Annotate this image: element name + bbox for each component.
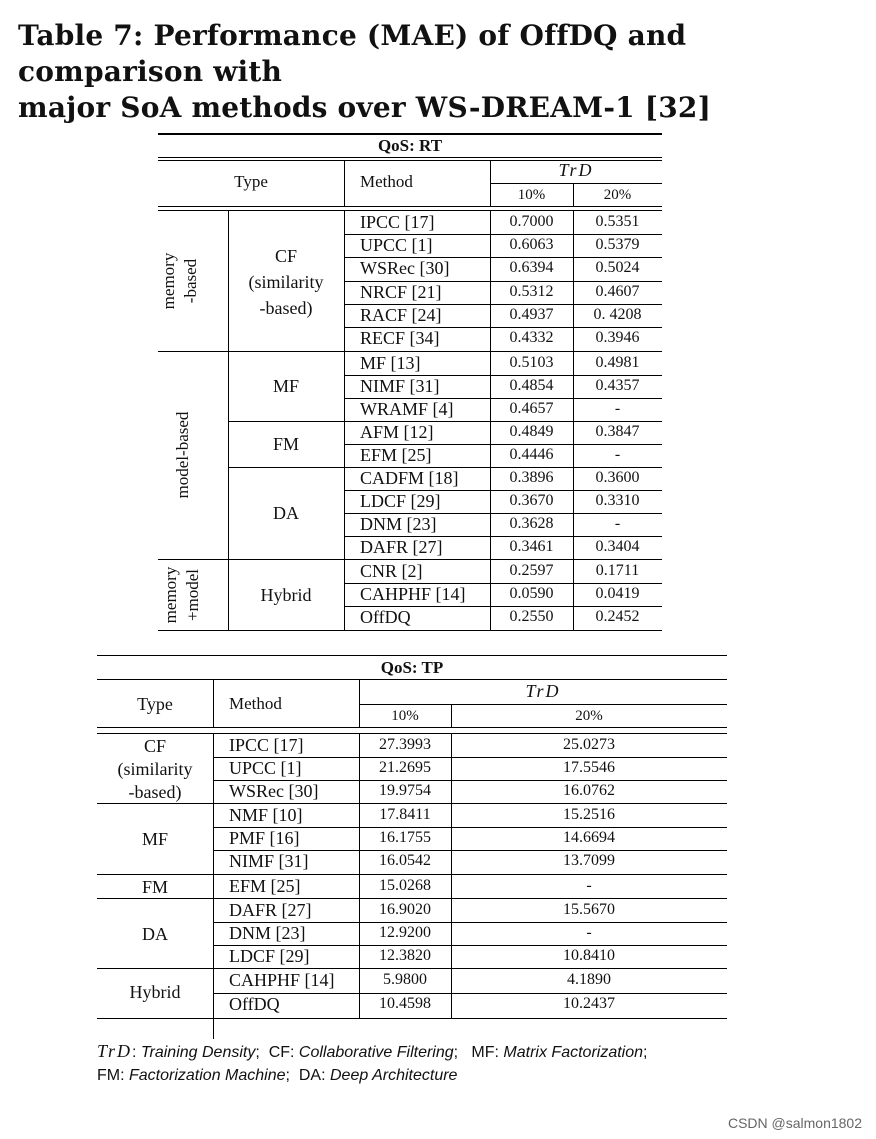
rt-value-20-cell: 0.3946 — [595, 329, 640, 346]
rt-method-cell: DAFR [27] — [360, 537, 443, 557]
legend-separator: : — [321, 1067, 330, 1084]
rt-value-20-cell: - — [614, 400, 621, 417]
rt-value-20-cell: 0.4357 — [595, 377, 640, 394]
rt-value-10-cell: 0.6063 — [509, 236, 554, 253]
tp-rule — [97, 874, 727, 875]
tp-method-cell: LDCF [29] — [229, 946, 310, 966]
rt-rule — [158, 559, 662, 560]
rt-method-cell: WSRec [30] — [360, 258, 450, 278]
legend-end: ; — [285, 1067, 299, 1084]
rt-value-10-cell: 0.3461 — [509, 538, 554, 555]
rt-method-cell: RECF [34] — [360, 328, 440, 348]
tp-method-cell: DNM [23] — [229, 923, 306, 943]
rt-value-20-cell: 0.5379 — [595, 236, 640, 253]
rt-value-20-cell: 0.5351 — [595, 213, 640, 230]
tp-value-20-cell: 16.0762 — [563, 782, 615, 799]
legend-definition: Training Density — [140, 1044, 256, 1061]
tp-sub-cf-line2: (similarity — [117, 759, 193, 779]
rt-group-hybrid — [160, 563, 204, 627]
tp-value-20-cell: 17.5546 — [563, 759, 615, 776]
rt-sub-da: DA — [273, 503, 299, 523]
rt-method-cell: OffDQ — [360, 607, 411, 627]
rt-value-20-cell: 0.3847 — [595, 423, 640, 440]
legend-separator: : — [132, 1044, 141, 1061]
legend-definition: Deep Architecture — [329, 1067, 458, 1084]
rt-method-cell: MF [13] — [360, 353, 421, 373]
rt-col-10: 10% — [517, 187, 546, 203]
tp-vline — [213, 679, 214, 727]
tp-value-20-cell: 4.1890 — [567, 971, 611, 988]
table-title — [18, 18, 858, 126]
rt-rule — [158, 206, 662, 207]
rt-bottom-rule — [158, 630, 662, 631]
rt-value-20-cell: - — [614, 515, 621, 532]
tp-value-10-cell: 10.4598 — [379, 995, 431, 1012]
tp-method-cell: PMF [16] — [229, 828, 300, 848]
tp-sub-cf — [97, 735, 213, 804]
title-line-1: Table 7: Performance (MAE) of OffDQ and comparison with — [18, 19, 687, 88]
tp-method-header: Method — [229, 694, 282, 713]
rt-method-cell: UPCC [1] — [360, 235, 433, 255]
rt-caption: QoS: RT — [377, 136, 443, 155]
rt-value-20-cell: 0.1711 — [595, 562, 640, 579]
tp-method-cell: OffDQ — [229, 994, 280, 1014]
tp-value-10-cell: 16.1755 — [379, 829, 431, 846]
rt-vline — [344, 160, 345, 206]
rt-method-cell: CAHPHF [14] — [360, 584, 466, 604]
tp-value-20-cell: 13.7099 — [563, 852, 615, 869]
tp-method-cell: NMF [10] — [229, 805, 303, 825]
tp-bottom-rule — [97, 1018, 727, 1019]
legend-end: ; — [453, 1044, 472, 1061]
rt-sub-mf: MF — [272, 376, 299, 396]
tp-method-cell: CAHPHF [14] — [229, 970, 335, 990]
tp-rule — [97, 679, 727, 680]
rt-method-cell: LDCF [29] — [360, 491, 441, 511]
tp-sub-da: DA — [142, 924, 168, 944]
tp-value-20-cell: 10.8410 — [563, 947, 615, 964]
legend-definition: Collaborative Filtering — [298, 1044, 454, 1061]
rt-group-hybrid-line2: +model — [183, 568, 202, 622]
rt-group-memory-line1: memory — [159, 252, 178, 310]
tp-value-10-cell: 16.0542 — [379, 852, 431, 869]
legend-abbr: FM — [97, 1067, 121, 1084]
rt-sub-hybrid: Hybrid — [260, 585, 312, 605]
rt-group-hybrid-line1: memory — [161, 566, 180, 624]
rt-method-cell: CADFM [18] — [360, 468, 459, 488]
tp-method-cell: WSRec [30] — [229, 781, 319, 801]
rt-value-20-cell: 0.3404 — [595, 538, 640, 555]
rt-group-model: model-based — [173, 411, 192, 499]
rt-method-cell: NIMF [31] — [360, 376, 440, 396]
rt-value-20-cell: 0.2452 — [595, 608, 640, 625]
rt-group-memory — [158, 236, 202, 326]
rt-value-10-cell: 0.4657 — [509, 400, 554, 417]
rt-method-cell: NRCF [21] — [360, 282, 442, 302]
rt-method-cell: DNM [23] — [360, 514, 437, 534]
tp-value-20-cell: 14.6694 — [563, 829, 615, 846]
rt-value-20-cell: 0.5024 — [595, 259, 640, 276]
rt-sub-cf-line3: -based) — [259, 298, 313, 318]
rt-rule — [158, 351, 662, 352]
tp-rule — [97, 898, 727, 899]
tp-rule — [97, 727, 727, 728]
legend-end: ; — [643, 1044, 648, 1061]
rt-rule — [490, 183, 662, 184]
legend-abbr: MF — [471, 1044, 495, 1061]
tp-trd-header: TrD — [525, 681, 561, 701]
legend-abbr: CF — [268, 1044, 291, 1061]
tp-rule — [97, 968, 727, 969]
rt-value-10-cell: 0.2550 — [509, 608, 554, 625]
rt-trd-header: TrD — [558, 160, 594, 180]
rt-top-rule — [158, 133, 662, 135]
rt-col-20: 20% — [603, 187, 632, 203]
rt-type-header: Type — [234, 172, 268, 191]
rt-value-10-cell: 0.4332 — [509, 329, 554, 346]
rt-value-10-cell: 0.4849 — [509, 423, 554, 440]
tp-value-20-cell: 15.5670 — [563, 901, 615, 918]
tp-method-cell: DAFR [27] — [229, 900, 312, 920]
tp-value-10-cell: 17.8411 — [379, 806, 431, 823]
rt-value-20-cell: 0.4607 — [595, 283, 640, 300]
tp-value-10-cell: 5.9800 — [383, 971, 427, 988]
rt-method-cell: EFM [25] — [360, 445, 432, 465]
rt-sub-cf-line2: (similarity — [248, 272, 324, 292]
rt-value-20-cell: 0.0419 — [595, 585, 640, 602]
rt-method-cell: WRAMF [4] — [360, 399, 454, 419]
rt-value-10-cell: 0.6394 — [509, 259, 554, 276]
tp-type-header: Type — [137, 694, 173, 714]
legend-end: ; — [255, 1044, 269, 1061]
legend-line-1 — [97, 1040, 647, 1064]
rt-vline — [344, 210, 345, 630]
rt-value-10-cell: 0.4937 — [509, 306, 554, 323]
tp-sub-hybrid: Hybrid — [129, 982, 181, 1002]
tp-sub-cf-line1: CF — [143, 736, 167, 756]
tp-value-10-cell: 12.9200 — [379, 924, 431, 941]
tp-col-20: 20% — [575, 708, 603, 724]
rt-method-cell: IPCC [17] — [360, 212, 435, 232]
rt-method-cell: AFM [12] — [360, 422, 434, 442]
tp-col-10: 10% — [391, 708, 419, 724]
tp-rule — [97, 733, 727, 734]
tp-sub-fm: FM — [141, 877, 168, 897]
rt-value-20-cell: - — [614, 446, 621, 463]
tp-value-20-cell: - — [586, 877, 592, 894]
rt-value-20-cell: 0.3600 — [595, 469, 640, 486]
tp-method-cell: UPCC [1] — [229, 758, 302, 778]
tp-sub-cf-line3: -based) — [128, 782, 182, 802]
tp-caption: QoS: TP — [380, 658, 444, 677]
legend-definition: Matrix Factorization — [503, 1044, 644, 1061]
legend-separator: : — [120, 1067, 129, 1084]
rt-method-cell: CNR [2] — [360, 561, 423, 581]
legend-abbr: TrD — [97, 1041, 133, 1061]
tp-value-10-cell: 15.0268 — [379, 877, 431, 894]
tp-value-10-cell: 19.9754 — [379, 782, 431, 799]
rt-value-20-cell: 0. 4208 — [593, 306, 642, 323]
rt-group-memory-line2: -based — [181, 258, 200, 304]
rt-sub-fm: FM — [272, 434, 299, 454]
rt-value-10-cell: 0.3670 — [509, 492, 554, 509]
tp-method-cell: IPCC [17] — [229, 735, 304, 755]
tp-rule — [359, 704, 727, 705]
tp-method-cell: NIMF [31] — [229, 851, 309, 871]
tp-value-20-cell: 10.2437 — [563, 995, 615, 1012]
legend-abbr: DA — [298, 1067, 322, 1084]
rt-value-10-cell: 0.7000 — [509, 213, 554, 230]
rt-value-10-cell: 0.5312 — [509, 283, 554, 300]
tp-value-10-cell: 12.3820 — [379, 947, 431, 964]
rt-value-10-cell: 0.4446 — [509, 446, 554, 463]
rt-value-10-cell: 0.3896 — [509, 469, 554, 486]
tp-value-20-cell: 25.0273 — [563, 736, 615, 753]
rt-value-10-cell: 0.5103 — [509, 354, 554, 371]
tp-value-10-cell: 16.9020 — [379, 901, 431, 918]
rt-value-20-cell: 0.3310 — [595, 492, 640, 509]
tp-value-20-cell: 15.2516 — [563, 806, 615, 823]
watermark: CSDN @salmon1802 — [727, 1115, 862, 1131]
rt-rule — [158, 157, 662, 158]
legend-line-2 — [97, 1063, 457, 1087]
tp-value-10-cell: 21.2695 — [379, 759, 431, 776]
rt-value-10-cell: 0.4854 — [509, 377, 554, 394]
tp-value-20-cell: - — [586, 924, 592, 941]
tp-value-10-cell: 27.3993 — [379, 736, 431, 753]
rt-method-cell: RACF [24] — [360, 305, 442, 325]
rt-value-20-cell: 0.4981 — [595, 354, 640, 371]
legend-separator: : — [290, 1044, 299, 1061]
rt-method-header: Method — [360, 172, 413, 191]
rt-value-10-cell: 0.2597 — [509, 562, 554, 579]
title-line-2: major SoA methods over WS-DREAM-1 [32] — [18, 91, 712, 124]
rt-rule — [158, 210, 662, 211]
tp-method-cell: EFM [25] — [229, 876, 301, 896]
rt-value-10-cell: 0.3628 — [509, 515, 554, 532]
rt-sub-cf — [228, 243, 344, 321]
legend-separator: : — [494, 1044, 504, 1061]
legend-definition: Factorization Machine — [129, 1067, 286, 1084]
tp-top-rule — [97, 655, 727, 656]
tp-sub-mf: MF — [141, 829, 168, 849]
rt-value-10-cell: 0.0590 — [509, 585, 554, 602]
rt-sub-cf-line1: CF — [274, 246, 298, 266]
